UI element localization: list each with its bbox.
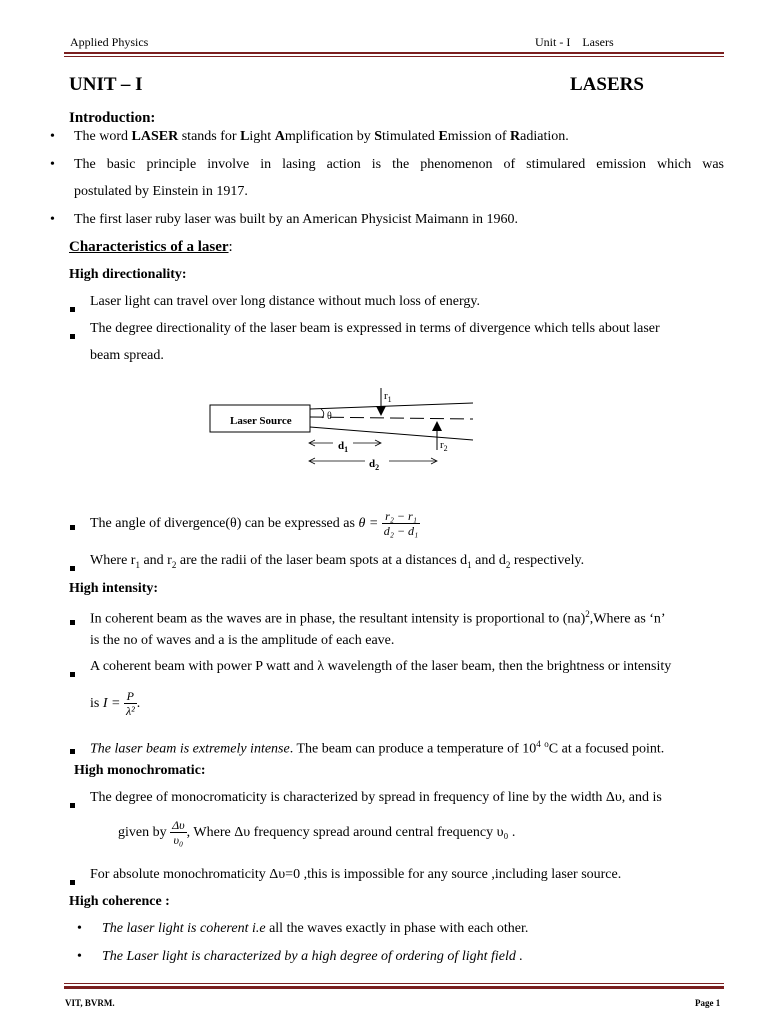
header-rule-thin: [64, 56, 724, 57]
square-bullet: [70, 741, 75, 759]
directionality-bullet-4: Where $r_1$ and $r_2$ are the radii of the laser beam spots at a distances $d_1$ and $d_2$ respectively.: [90, 553, 585, 570]
directionality-heading: High directionality:: [69, 267, 187, 282]
intensity-bullet-2-line1: A coherent beam with power P watt and λ wavelength of the laser beam, then the brightness or intensity: [90, 659, 672, 674]
directionality-bullet-2-line1: The degree directionality of the laser beam is expressed in terms of divergence which tells about laser: [90, 321, 660, 336]
divergence-formula: $\frac{\text{r₂ − r₁}}{\text{d₂ − d₁}}$: [383, 509, 419, 539]
r2-arrowhead: [432, 421, 442, 431]
square-bullet: [70, 558, 75, 576]
intensity-bullet-3: The laser beam is extremely intense. The beam can produce a temperature of $10^4$ $^o$C at a focused point.: [90, 739, 665, 757]
intensity-bullet-1-line2: is the no of waves and a is the amplitude of each eave.: [90, 633, 395, 648]
square-bullet: [70, 872, 75, 890]
bullet-dot: •: [50, 212, 55, 227]
mono-bullet-1-line2: given by $\frac{\Delta\upsilon}{\text{υ₀}}$ , Where Δυ frequency spread around central frequency υ₀ .: [118, 818, 516, 848]
square-bullet: [70, 664, 75, 682]
r1-label: $r_1$: [384, 390, 392, 404]
square-bullet: [70, 326, 75, 344]
coherence-heading: High coherence :: [69, 894, 170, 909]
running-header-title: Applied Physics: [70, 35, 149, 49]
square-bullet: [70, 517, 75, 535]
monochromatic-heading: High monochromatic:: [74, 763, 206, 778]
directionality-bullet-1: Laser light can travel over long distance without much loss of energy.: [90, 294, 480, 309]
footer-rule-thin: [64, 983, 724, 984]
intro-bullet-3: The first laser ruby laser was built by an American Physicist Maimann in 1960.: [74, 212, 519, 227]
intro-bullet-1: The word LASER stands for Light Amplification by Stimulated Emission of Radiation.: [74, 129, 569, 144]
mono-bullet-1-line1: The degree of monocromaticity is characterized by spread in frequency of line by the width Δυ, and is: [90, 790, 662, 805]
r1-arrowhead: [376, 406, 386, 416]
laser-divergence-diagram: [205, 385, 480, 475]
d1-label: $d_1$: [338, 440, 349, 454]
laser-source-label: Laser Source: [230, 415, 292, 427]
footer-rule: [64, 986, 724, 989]
r2-label: $r_2$: [440, 439, 448, 453]
intensity-bullet-2-line2: is I = $\frac{P}{\text{λ²}}$ .: [90, 689, 141, 719]
beam-axis: [310, 417, 473, 419]
d2-label: $d_2$: [369, 458, 380, 472]
intro-bullet-2-line2: postulated by Einstein in 1917.: [74, 184, 248, 199]
bullet-dot: •: [77, 949, 82, 964]
intensity-bullet-1-line1: In coherent beam as the waves are in phase, the resultant intensity is proportional to (na)$^2$,Where as ‘n’: [90, 609, 666, 627]
coherence-bullet-2: The Laser light is characterized by a high degree of ordering of light field .: [102, 949, 523, 964]
square-bullet: [70, 795, 75, 813]
header-rule: [64, 52, 724, 54]
intensity-heading: High intensity:: [69, 581, 159, 596]
bullet-dot: •: [77, 921, 82, 936]
introduction-heading: Introduction:: [69, 110, 156, 126]
running-header-unit: Unit - I Lasers: [535, 35, 614, 49]
topic-title: LASERS: [570, 74, 644, 95]
bullet-dot: •: [50, 157, 55, 172]
intensity-formula: $\frac{P}{\text{λ²}}$: [125, 689, 135, 719]
directionality-bullet-3: The angle of divergence(θ) can be expressed as θ = $\frac{\text{r₂ − r₁}}{\text{d₂ − d₁}}$: [90, 509, 419, 539]
square-bullet: [70, 299, 75, 317]
beam-lower-edge: [310, 427, 473, 440]
coherence-bullet-1: The laser light is coherent i.e all the waves exactly in phase with each other.: [102, 921, 529, 936]
intro-bullet-2-line1: The basic principle involve in lasing action is the phenomenon of stimulared emission which was: [74, 157, 724, 172]
monochromaticity-formula: $\frac{\Delta\upsilon}{\text{υ₀}}$: [172, 818, 185, 848]
bullet-dot: •: [50, 129, 55, 144]
characteristics-heading: Characteristics of a laser:: [69, 239, 233, 255]
unit-title: UNIT – I: [69, 74, 143, 95]
mono-bullet-2: For absolute monochromaticity Δυ=0 ,this is impossible for any source ,including laser source.: [90, 867, 622, 882]
directionality-bullet-2-line2: beam spread.: [90, 348, 164, 363]
page-number: Page 1: [695, 998, 721, 1008]
footer-institution: VIT, BVRM.: [65, 998, 115, 1008]
square-bullet: [70, 612, 75, 630]
theta-label: θ: [327, 411, 332, 422]
